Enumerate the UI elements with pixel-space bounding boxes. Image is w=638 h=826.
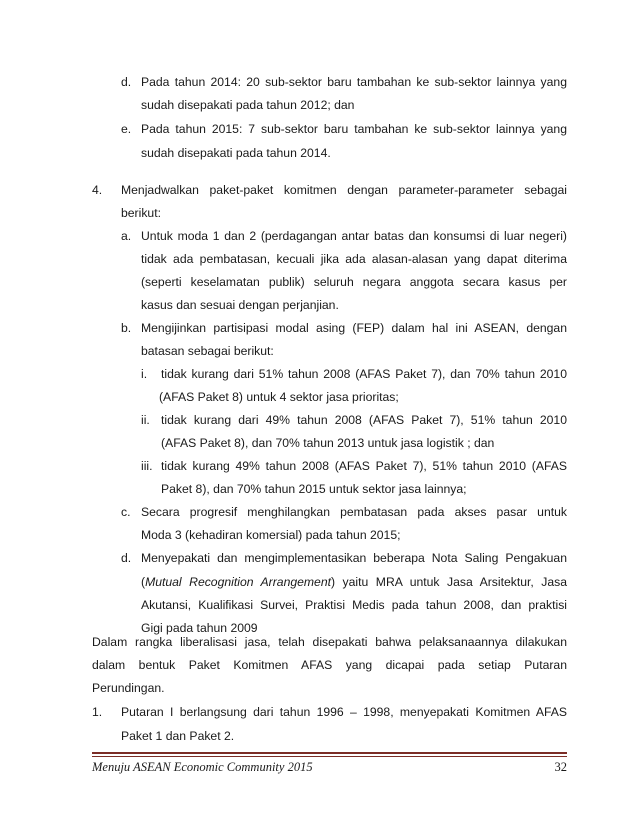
list-item-text: Untuk moda 1 dan 2 (perdagangan antar batas dan konsumsi di luar negeri) — [141, 229, 567, 243]
list-marker: i. — [141, 367, 148, 381]
list-item-text: Menyepakati dan mengimplementasikan beberapa Nota Saling Pengakuan — [141, 551, 567, 565]
list-marker: 4. — [92, 183, 103, 197]
list-item-text: Gigi pada tahun 2009 — [141, 621, 258, 635]
footer-rule — [92, 752, 567, 754]
italic-term: Mutual Recognition Arrangement — [145, 575, 331, 589]
body-paragraph-line: Perundingan. — [92, 681, 165, 695]
list-marker: ii. — [141, 413, 150, 427]
list-item-text: kasus dan sesuai dengan perjanjian. — [141, 298, 339, 312]
list-item-text: (Mutual Recognition Arrangement) yaitu MRA untuk Jasa Arsitektur, Jasa — [141, 575, 567, 589]
list-marker: a. — [121, 229, 132, 243]
list-item-text: tidak kurang dari 49% tahun 2008 (AFAS Paket 7), 51% tahun 2010 — [161, 413, 567, 427]
list-item-text: Menjadwalkan paket-paket komitmen dengan parameter-parameter sebagai — [121, 183, 567, 197]
list-item-text: Akutansi, Kualifikasi Survei, Praktisi Medis pada tahun 2008, dan praktisi — [141, 598, 567, 612]
list-item-text: Putaran I berlangsung dari tahun 1996 – 1998, menyepakati Komitmen AFAS — [121, 705, 567, 719]
list-item-text: Pada tahun 2015: 7 sub-sektor baru tambahan ke sub-sektor lainnya yang — [141, 122, 567, 136]
list-marker: d. — [121, 551, 132, 565]
footer-title: Menuju ASEAN Economic Community 2015 — [92, 760, 313, 774]
footer-rule-thin — [92, 756, 567, 757]
list-item-text: Moda 3 (kehadiran komersial) pada tahun 2015; — [141, 528, 401, 542]
list-item-text: tidak kurang 49% tahun 2008 (AFAS Paket 7), 51% tahun 2010 (AFAS — [161, 459, 567, 473]
list-item-text: Paket 1 dan Paket 2. — [121, 729, 235, 743]
list-item-text: berikut: — [121, 206, 161, 220]
list-item-text: (AFAS Paket 8), dan 70% tahun 2013 untuk jasa logistik ; dan — [161, 436, 495, 450]
list-item-text: Secara progresif menghilangkan pembatasan pada akses pasar untuk — [141, 505, 567, 519]
page-number: 32 — [554, 760, 567, 774]
body-paragraph-line: dalam bentuk Paket Komitmen AFAS yang dicapai pada setiap Putaran — [92, 658, 567, 672]
list-item-text: Pada tahun 2014: 20 sub-sektor baru tambahan ke sub-sektor lainnya yang — [141, 75, 567, 89]
list-marker: 1. — [92, 705, 103, 719]
list-item-text: (AFAS Paket 8) untuk 4 sektor jasa prioritas; — [159, 390, 399, 404]
body-paragraph-line: Dalam rangka liberalisasi jasa, telah disepakati bahwa pelaksanaannya dilakukan — [92, 635, 567, 649]
list-item-text: (seperti keselamatan publik) seluruh negara anggota secara kasus per — [141, 275, 567, 289]
list-item-text: batasan sebagai berikut: — [141, 344, 274, 358]
list-marker: iii. — [141, 459, 153, 473]
list-marker: c. — [121, 505, 131, 519]
list-item-text: Mengijinkan partisipasi modal asing (FEP) dalam hal ini ASEAN, dengan — [141, 321, 567, 335]
list-marker: b. — [121, 321, 132, 335]
list-item-text: tidak kurang dari 51% tahun 2008 (AFAS Paket 7), dan 70% tahun 2010 — [161, 367, 567, 381]
list-item-text: tidak ada pembatasan, kecuali jika ada alasan-alasan yang dapat diterima — [141, 252, 567, 266]
list-marker: d. — [121, 75, 132, 89]
list-item-text: sudah disepakati pada tahun 2012; dan — [141, 98, 355, 112]
list-item-text: sudah disepakati pada tahun 2014. — [141, 146, 331, 160]
list-marker: e. — [121, 122, 132, 136]
list-item-text: Paket 8), dan 70% tahun 2015 untuk sektor jasa lainnya; — [161, 482, 467, 496]
